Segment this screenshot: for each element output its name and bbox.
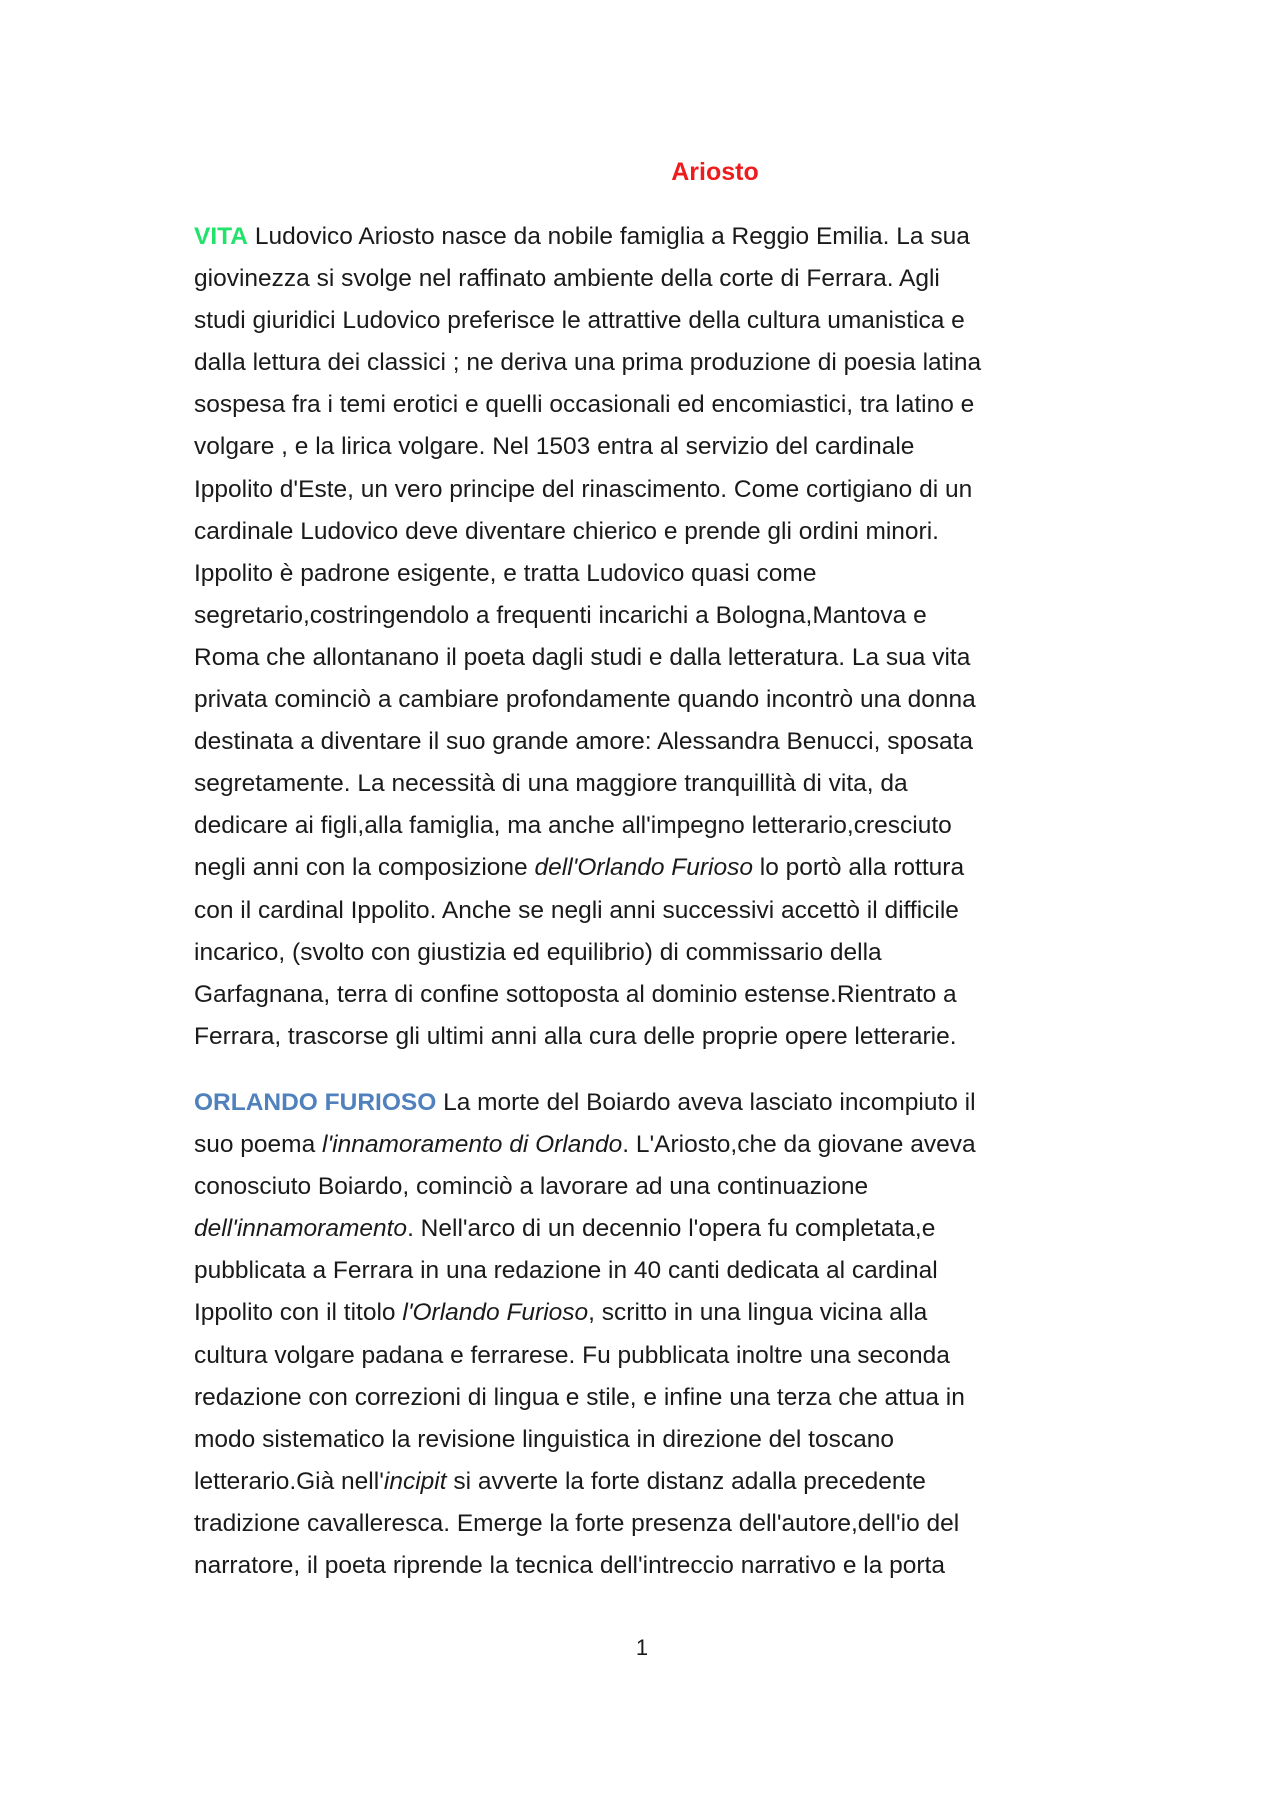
paragraph-line: Roma che allontanano il poeta dagli studi e dalla letteratura. La sua vita: [194, 643, 971, 671]
page-number: 1: [635, 1635, 649, 1660]
paragraph-line: Garfagnana, terra di confine sottoposta al dominio estense.Rientrato a: [194, 980, 957, 1008]
paragraph-line: [194, 847, 1094, 889]
section-vita: [194, 216, 1094, 1058]
paragraph-line: Ippolito è padrone esigente, e tratta Ludovico quasi come: [194, 559, 817, 587]
paragraph-line: narratore, il poeta riprende la tecnica dell'intreccio narrativo e la porta: [194, 1552, 945, 1580]
text-run: letterario.Già nell': [194, 1467, 384, 1495]
italic-title: l'Orlando Furioso: [402, 1299, 589, 1327]
section-orlando-furioso: [194, 1082, 1094, 1587]
italic-term: incipit: [383, 1467, 447, 1495]
text-run: , scritto in una lingua vicina alla: [588, 1299, 928, 1327]
paragraph-line: studi giuridici Ludovico preferisce le attrattive della cultura umanistica e: [194, 307, 965, 335]
paragraph-line: [194, 1461, 1094, 1503]
paragraph-line: tradizione cavalleresca. Emerge la forte presenza dell'autore,dell'io del: [194, 1509, 960, 1537]
text-run: Ippolito con il titolo: [194, 1299, 403, 1327]
paragraph-line: dalla lettura dei classici ; ne deriva una prima produzione di poesia latina: [194, 349, 982, 377]
italic-title: dell'Orlando Furioso: [534, 854, 753, 882]
text-run: negli anni con la composizione: [194, 854, 535, 882]
paragraph-line: modo sistematico la revisione linguistica in direzione del toscano: [194, 1425, 894, 1453]
paragraph-line: giovinezza si svolge nel raffinato ambiente della corte di Ferrara. Agli: [194, 265, 940, 293]
paragraph-line: [194, 216, 1094, 258]
paragraph-line: sospesa fra i temi erotici e quelli occasionali ed encomiastici, tra latino e: [194, 391, 975, 419]
section-heading-orlando: ORLANDO FURIOSO: [194, 1089, 437, 1116]
paragraph-line: volgare , e la lirica volgare. Nel 1503 entra al servizio del cardinale: [194, 433, 915, 461]
paragraph-line: [194, 1124, 1094, 1166]
paragraph-line: destinata a diventare il suo grande amore: Alessandra Benucci, sposata: [194, 728, 974, 756]
paragraph-line: [194, 1208, 1094, 1250]
paragraph-line: cultura volgare padana e ferrarese. Fu pubblicata inoltre una seconda: [194, 1341, 950, 1369]
paragraph-line: segretamente. La necessità di una maggiore tranquillità di vita, da: [194, 770, 908, 798]
text-run: Ludovico Ariosto nasce da nobile famiglia a Reggio Emilia. La sua: [254, 223, 970, 250]
text-run: . L'Ariosto,che da giovane aveva: [622, 1131, 976, 1159]
paragraph-line: incarico, (svolto con giustizia ed equilibrio) di commissario della: [194, 938, 882, 966]
paragraph-line: redazione con correzioni di lingua e stile, e infine una terza che attua in: [194, 1383, 965, 1411]
document-title: Ariosto: [671, 158, 759, 186]
text-run: lo portò alla rottura: [752, 854, 965, 882]
text-run: La morte del Boiardo aveva lasciato incompiuto il: [436, 1089, 976, 1116]
text-run: . Nell'arco di un decennio l'opera fu completata,e: [407, 1215, 936, 1243]
paragraph-line: con il cardinal Ippolito. Anche se negli anni successivi accettò il difficile: [194, 896, 959, 924]
paragraph-line: [194, 1292, 1094, 1334]
paragraph-line: Ferrara, trascorse gli ultimi anni alla cura delle proprie opere letterarie.: [194, 1022, 957, 1050]
text-run: si avverte la forte distanz adalla precedente: [446, 1467, 926, 1495]
italic-title: dell'innamoramento: [194, 1215, 408, 1243]
paragraph-line: privata cominciò a cambiare profondamente quando incontrò una donna: [194, 686, 976, 714]
section-heading-vita: VITA: [194, 223, 248, 250]
italic-title: l'innamoramento di Orlando: [322, 1131, 623, 1159]
paragraph-line: dedicare ai figli,alla famiglia, ma anche all'impegno letterario,cresciuto: [194, 812, 952, 840]
paragraph-line: cardinale Ludovico deve diventare chierico e prende gli ordini minori.: [194, 517, 939, 545]
paragraph-line: Ippolito d'Este, un vero principe del rinascimento. Come cortigiano di un: [194, 475, 973, 503]
paragraph-line: segretario,costringendolo a frequenti incarichi a Bologna,Mantova e: [194, 601, 927, 629]
paragraph-line: [194, 1082, 1094, 1124]
text-run: suo poema: [194, 1131, 323, 1159]
paragraph-line: conosciuto Boiardo, cominciò a lavorare ad una continuazione: [194, 1173, 869, 1201]
paragraph-line: pubblicata a Ferrara in una redazione in 40 canti dedicata al cardinal: [194, 1257, 938, 1285]
